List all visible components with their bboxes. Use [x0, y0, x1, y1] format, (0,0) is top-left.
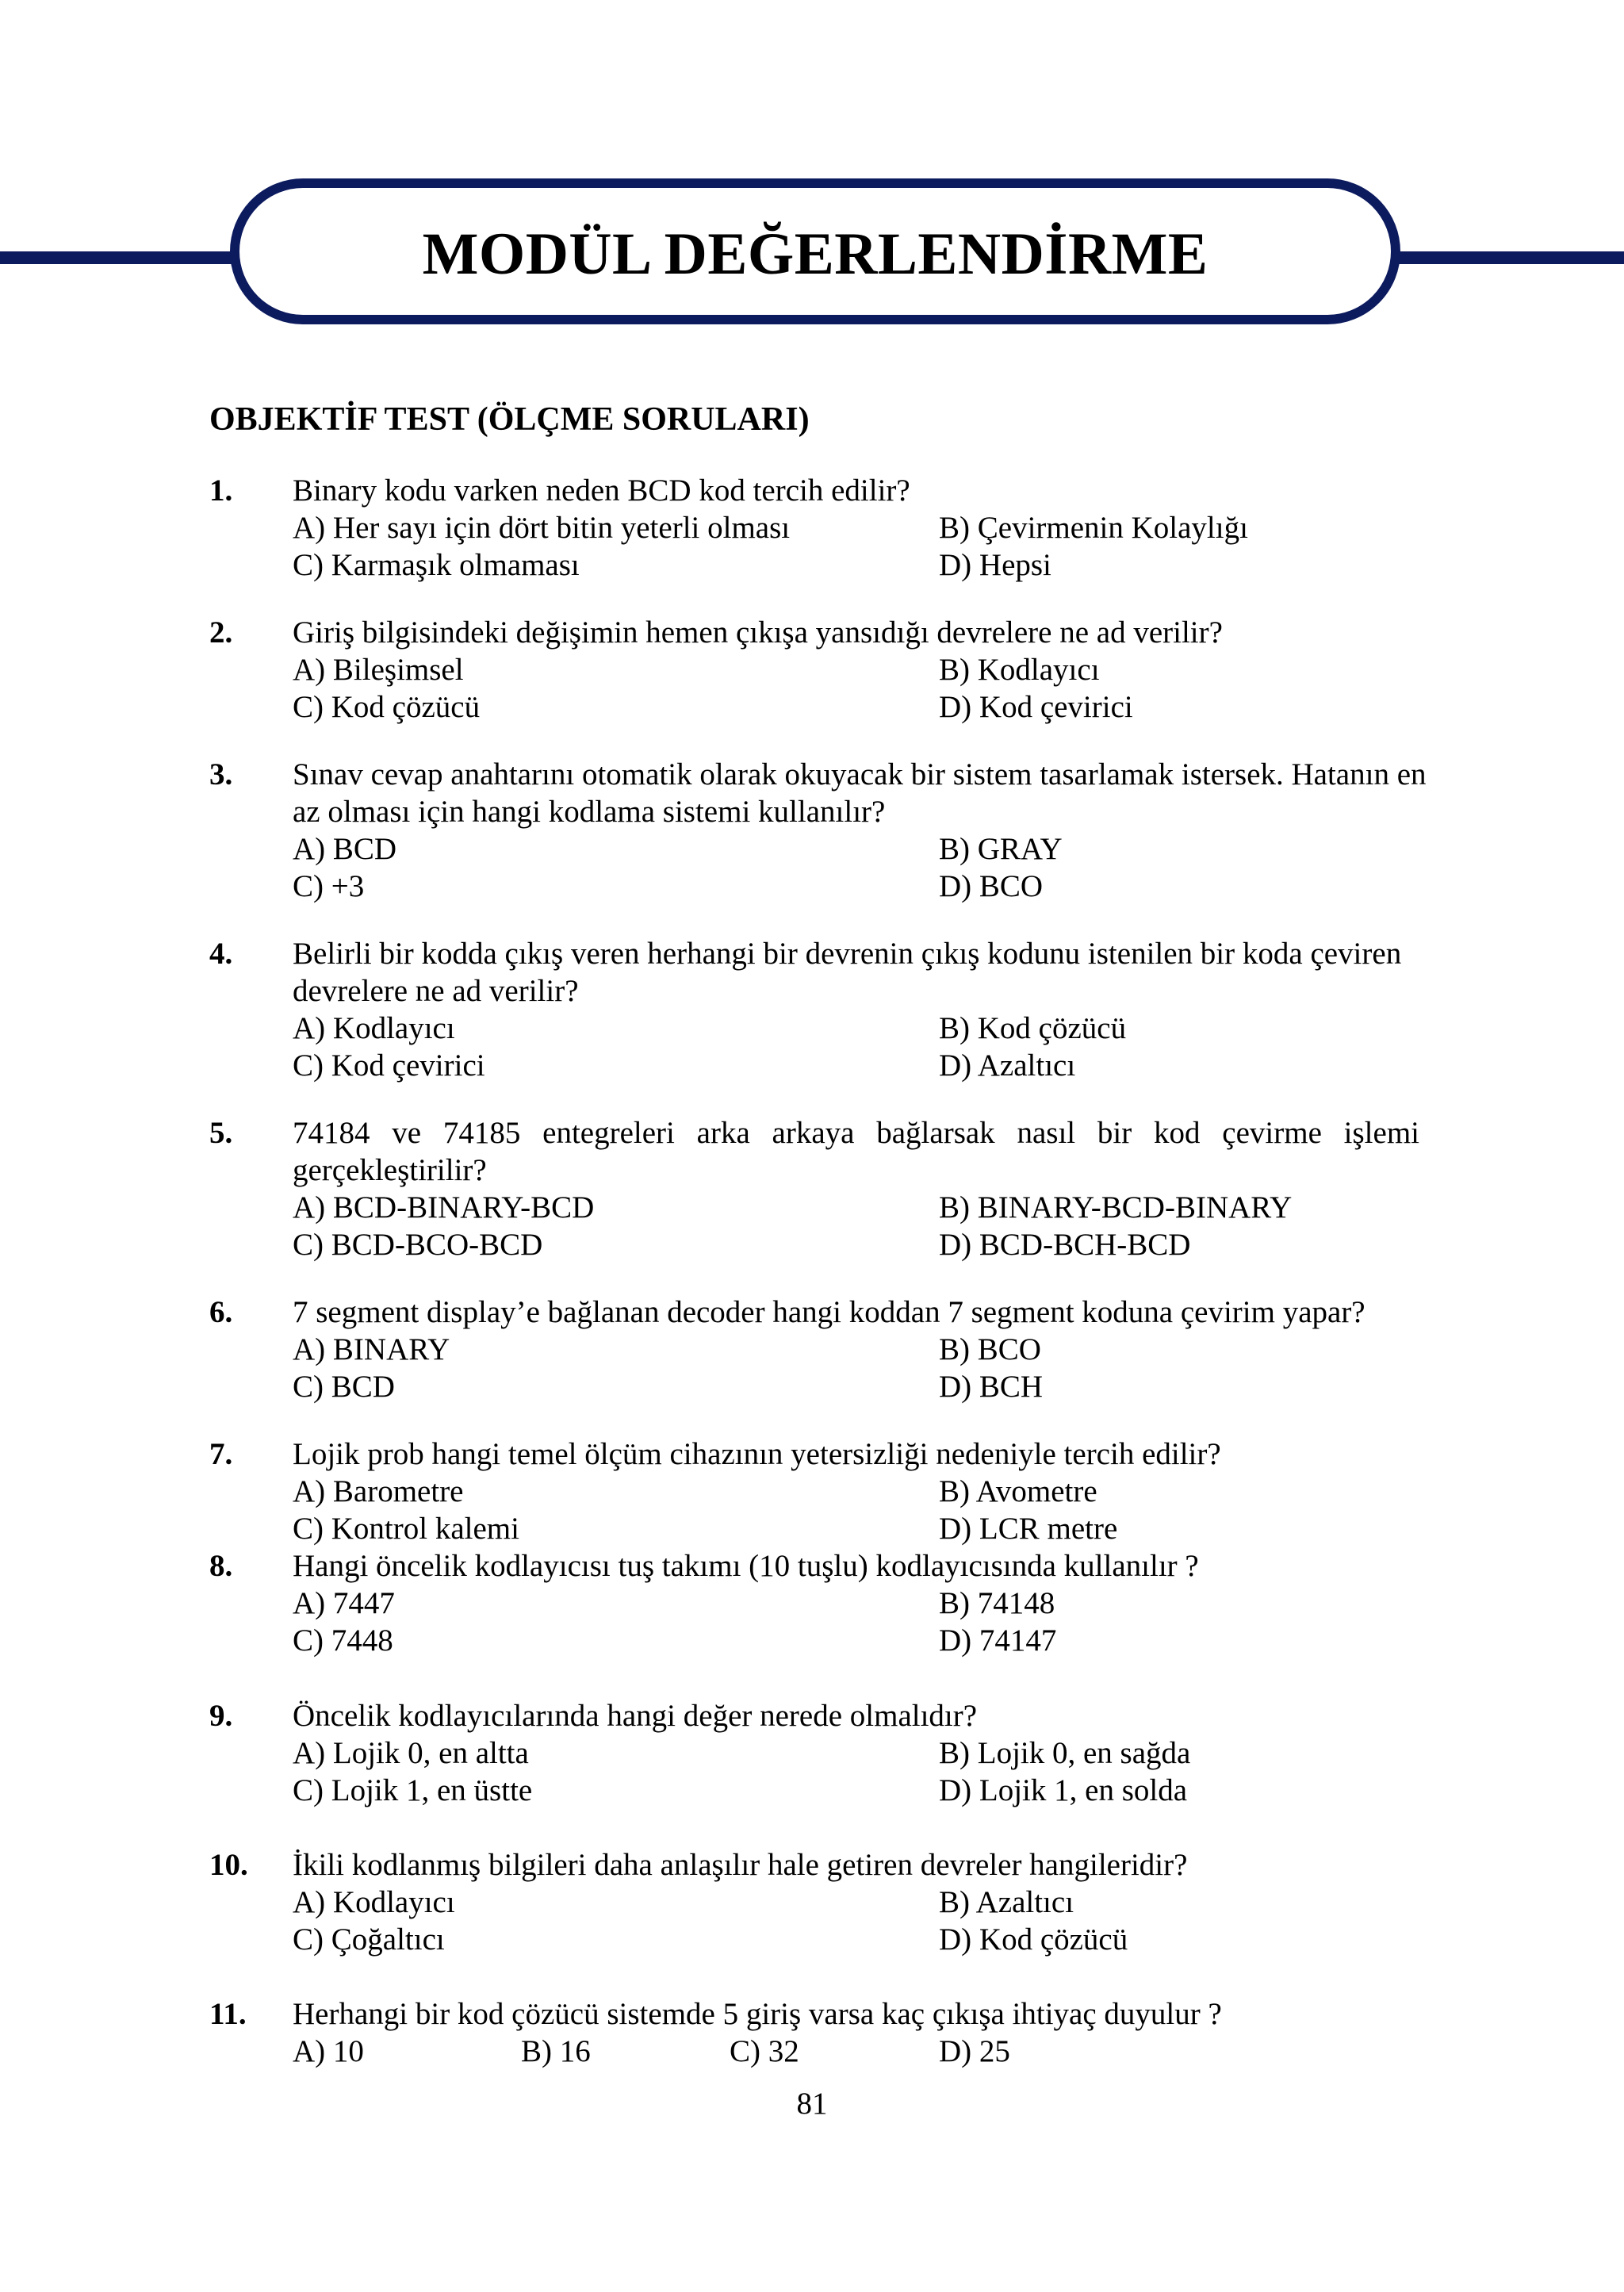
question-10 — [209, 1846, 1419, 1958]
question-number: 7. — [209, 1437, 233, 1471]
option-d: D) Lojik 1, en solda — [939, 1773, 1188, 1807]
option-b: B) Kod çözücü — [939, 1011, 1127, 1045]
option-b: B) Kodlayıcı — [939, 653, 1100, 687]
question-number: 6. — [209, 1295, 233, 1329]
question-text: Öncelik kodlayıcılarında hangi değer nerede olmalıdır? — [293, 1699, 978, 1733]
options — [293, 1010, 1419, 1084]
option-d: D) Hepsi — [939, 548, 1051, 582]
option-a: A) BCD — [293, 832, 397, 866]
option-c: C) +3 — [293, 869, 365, 903]
question-number: 2. — [209, 615, 233, 650]
option-a: A) BCD-BINARY-BCD — [293, 1190, 595, 1225]
option-d: D) 74147 — [939, 1623, 1057, 1658]
option-b: B) Çevirmenin Kolaylığı — [939, 511, 1248, 545]
options — [293, 1884, 1419, 1958]
option-d: D) Kod çözücü — [939, 1922, 1128, 1957]
question-4 — [209, 935, 1419, 1084]
question-number: 1. — [209, 473, 233, 508]
question-3 — [209, 756, 1427, 905]
option-b: B) BINARY-BCD-BINARY — [939, 1190, 1293, 1225]
option-a: A) Barometre — [293, 1474, 464, 1508]
options — [293, 1331, 1419, 1405]
option-d: D) BCO — [939, 869, 1044, 903]
option-c: C) Kod çevirici — [293, 1048, 485, 1083]
options — [293, 1585, 1419, 1659]
question-number: 10. — [209, 1848, 248, 1882]
page-number: 81 — [796, 2087, 828, 2121]
question-text: Giriş bilgisindeki değişimin hemen çıkışa yansıdığı devrelere ne ad verilir? — [293, 615, 1223, 650]
question-number: 8. — [209, 1549, 233, 1583]
question-1 — [209, 472, 1419, 584]
option-c: C) Kontrol kalemi — [293, 1512, 519, 1546]
question-text: Sınav cevap anahtarını otomatik olarak okuyacak bir sistem tasarlamak istersek. Hatanın en az olması için hangi kodlama sistemi kullanılır? — [293, 757, 1427, 829]
question-text: Binary kodu varken neden BCD kod tercih edilir? — [293, 473, 910, 508]
question-11 — [209, 1995, 1419, 2070]
question-number: 5. — [209, 1116, 233, 1150]
options — [293, 830, 1419, 905]
option-b: B) Avometre — [939, 1474, 1097, 1508]
option-a: A) Kodlayıcı — [293, 1011, 455, 1045]
option-c: C) Lojik 1, en üstte — [293, 1773, 533, 1807]
option-b: B) 74148 — [939, 1586, 1055, 1620]
option-d: D) Kod çevirici — [939, 690, 1133, 724]
option-c: C) BCD-BCO-BCD — [293, 1228, 543, 1262]
options — [293, 1734, 1419, 1809]
options — [293, 509, 1419, 584]
options — [293, 1473, 1419, 1547]
option-b: B) Azaltıcı — [939, 1885, 1074, 1919]
question-text: 7 segment display’e bağlanan decoder hangi koddan 7 segment koduna çevirim yapar? — [293, 1295, 1365, 1329]
option-c: C) Çoğaltıcı — [293, 1922, 445, 1957]
option-a: A) Kodlayıcı — [293, 1885, 455, 1919]
options — [293, 2033, 1419, 2070]
options — [293, 1189, 1419, 1263]
option-c: C) BCD — [293, 1370, 395, 1404]
question-2 — [209, 614, 1419, 726]
question-text: Herhangi bir kod çözücü sistemde 5 giriş varsa kaç çıkışa ihtiyaç duyulur ? — [293, 1997, 1222, 2031]
options — [293, 651, 1419, 726]
question-5 — [209, 1114, 1419, 1263]
question-text: 74184 ve 74185 entegreleri arka arkaya bağlarsak nasıl bir kod çevirme işlemi gerçekleştirilir? — [293, 1116, 1419, 1187]
banner-rule-right — [1397, 251, 1624, 264]
option-b: B) 16 — [521, 2034, 591, 2068]
question-9 — [209, 1697, 1419, 1809]
option-d: D) BCH — [939, 1370, 1044, 1404]
question-6 — [209, 1294, 1419, 1405]
question-text: Hangi öncelik kodlayıcısı tuş takımı (10 tuşlu) kodlayıcısında kullanılır ? — [293, 1549, 1199, 1583]
question-number: 3. — [209, 757, 233, 791]
banner-rule-left — [0, 251, 236, 264]
option-d: D) BCD-BCH-BCD — [939, 1228, 1191, 1262]
question-number: 4. — [209, 937, 233, 971]
option-d: D) LCR metre — [939, 1512, 1118, 1546]
option-d: D) 25 — [939, 2034, 1010, 2068]
question-text: Lojik prob hangi temel ölçüm cihazının yetersizliği nedeniyle tercih edilir? — [293, 1437, 1221, 1471]
option-d: D) Azaltıcı — [939, 1048, 1076, 1083]
option-c: C) Kod çözücü — [293, 690, 481, 724]
question-text: Belirli bir kodda çıkış veren herhangi bir devrenin çıkış kodunu istenilen bir koda çeviren devrelere ne ad verilir? — [293, 937, 1402, 1008]
option-a: A) Lojik 0, en altta — [293, 1736, 529, 1770]
question-number: 11. — [209, 1997, 247, 2031]
option-c: C) 7448 — [293, 1623, 393, 1658]
question-7 — [209, 1435, 1419, 1547]
banner-title: MODÜL DEĞERLENDİRME — [422, 221, 1208, 287]
option-a: A) Her sayı için dört bitin yeterli olması — [293, 511, 791, 545]
section-subtitle: OBJEKTİF TEST (ÖLÇME SORULARI) — [209, 401, 810, 438]
option-a: A) Bileşimsel — [293, 653, 464, 687]
option-b: B) BCO — [939, 1332, 1041, 1366]
option-b: B) GRAY — [939, 832, 1063, 866]
option-a: A) 10 — [293, 2034, 364, 2068]
question-number: 9. — [209, 1699, 233, 1733]
option-b: B) Lojik 0, en sağda — [939, 1736, 1191, 1770]
title-banner — [0, 178, 1624, 337]
question-text: İkili kodlanmış bilgileri daha anlaşılır hale getiren devreler hangileridir? — [293, 1848, 1188, 1882]
option-a: A) 7447 — [293, 1586, 395, 1620]
question-8 — [209, 1547, 1419, 1659]
option-c: C) 32 — [730, 2034, 799, 2068]
banner-frame — [230, 178, 1400, 324]
option-c: C) Karmaşık olmaması — [293, 548, 580, 582]
option-a: A) BINARY — [293, 1332, 450, 1366]
